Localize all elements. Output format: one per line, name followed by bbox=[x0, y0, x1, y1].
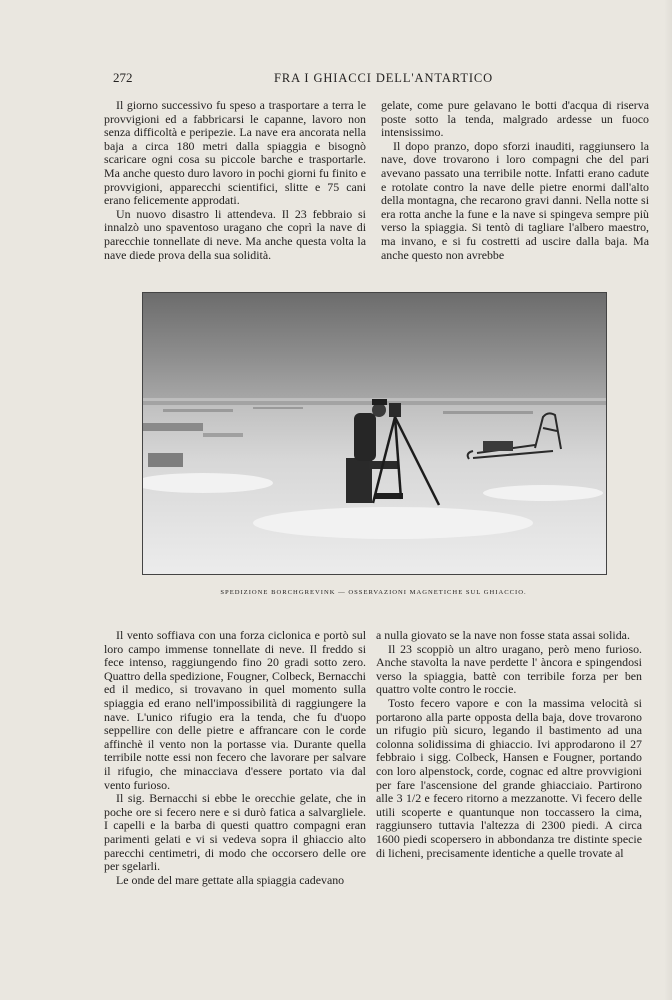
sky bbox=[143, 293, 606, 403]
top-right-column bbox=[381, 99, 649, 262]
paragraph: Le onde del mare gettate alla spiaggia cadevano bbox=[116, 872, 345, 887]
bottom-left-column bbox=[104, 629, 366, 887]
paragraph: gelate, come pure gelavano le botti d'acqua di riserva poste sotto la tenda, malgrado ardesse un fuoco intensissimo. bbox=[381, 98, 649, 140]
figure-caption: SPEDIZIONE BORCHGREVINK — OSSERVAZIONI MAGNETICHE SUL GHIACCIO. bbox=[220, 589, 527, 596]
top-left-column bbox=[104, 99, 366, 262]
paragraph: Tosto fecero vapore e con la massima velocità si portarono alla parte opposta della baja, dove trovarono un rifugio più sicuro, legando il bastimento ad una colonna solidissima di ghiaccio. Ivi approdarono il 27 febbraio i sigg. Colbeck, Hansen e Fougner, portando con loro alpenstock, corde, cognac ed altre provvigioni per fare l'ascensione del grande ghiacciaio. Partirono alle 3 1/2 e fecero ritorno a mezzanotte. Vi fecero delle utili scoperte e quantunque non toccassero la cima, raggiunsero tuttavia l'altezza di 2300 piedi. A circa 1600 piedi scopersero in abbondanza tre distinte specie di licheni, precisamente identiche a quelle trovate al bbox=[376, 695, 642, 860]
bottom-right-column bbox=[376, 629, 642, 860]
paragraph: Il sig. Bernacchi si ebbe le orecchie gelate, che in poche ore si fecero nere e si durò fatica a salvargliele. I capelli e la barba di questi quattro compagni eran parimenti gelati e vi si vedeva sopra il ghiaccio alto parecchi centimetri, di modo che occorsero delle ore per sgelarli. bbox=[104, 791, 366, 874]
expedition-photograph bbox=[142, 292, 607, 575]
paragraph: Il dopo pranzo, dopo sforzi inauditi, raggiunsero la nave, dove trovarono i loro compagni che del pari avevano passato una terribile notte. Infatti erano cadute e rotolate contro la nave delle pietre enormi dall'alto della montagna, che recarono gravi danni. Nella notte si era rotta anche la fune e la nave si spingeva sempre più verso la spiaggia. Si tentò di tagliare l'albero maestro, ma invano, e si fu costretti ad uscire dalla baja. Ma anche questo non avrebbe bbox=[381, 138, 649, 262]
running-title: FRA I GHIACCI DELL'ANTARTICO bbox=[274, 71, 494, 85]
paragraph: Il giorno successivo fu speso a trasportare a terra le provvigioni ed a fabbricarsi le capanne, lavoro non senza difficoltà e peripezie. La nave era ancorata nella baja a circa 180 metri dalla spiaggia e bisognò scaricare ogni cosa su piccole barche e trasportarle. Ma anche questo duro lavoro in pochi giorni fu finito e provvigioni, apparecchi scientifici, slitte e 75 cani erano felicemente approdati. bbox=[104, 98, 366, 208]
paragraph: Il vento soffiava con una forza ciclonica e portò sul loro campo immense tonnellate di neve. Il freddo si fece intenso, raggiungendo fino 20 gradi sotto zero. Quattro della spedizione, Fougner, Colbeck, Bernacchi ed il medico, si trovavano in quel momento sulla spiaggia ed erano nell'impossibilità di raggiungere la nave. L'unico rifugio era la tenda, che fu d'uopo seppellire con delle pietre e affrancare con le corde affinchè il vento non la portasse via. Durante quella terribile notte essi non fecero che lavorare per salvare il rifugio, che minacciava d'essere portato via dal vento furioso. bbox=[104, 628, 366, 792]
paragraph: Il 23 scoppiò un altro uragano, però meno furioso. Anche stavolta la nave perdette l' àncora e spingendosi verso la spiaggia, battè con terribile forza per ben quattro volte contro le roccie. bbox=[376, 641, 642, 697]
page-edge-shadow bbox=[664, 0, 672, 1000]
paragraph: Un nuovo disastro li attendeva. Il 23 febbraio si innalzò uno spaventoso uragano che coprì la nave di parecchie tonnellate di neve. Ma anche questa volta la nave diede prova della sua solidità. bbox=[104, 206, 366, 262]
paragraph: a nulla giovato se la nave non fosse stata assai solida. bbox=[376, 628, 630, 642]
page-number: 272 bbox=[113, 70, 133, 85]
